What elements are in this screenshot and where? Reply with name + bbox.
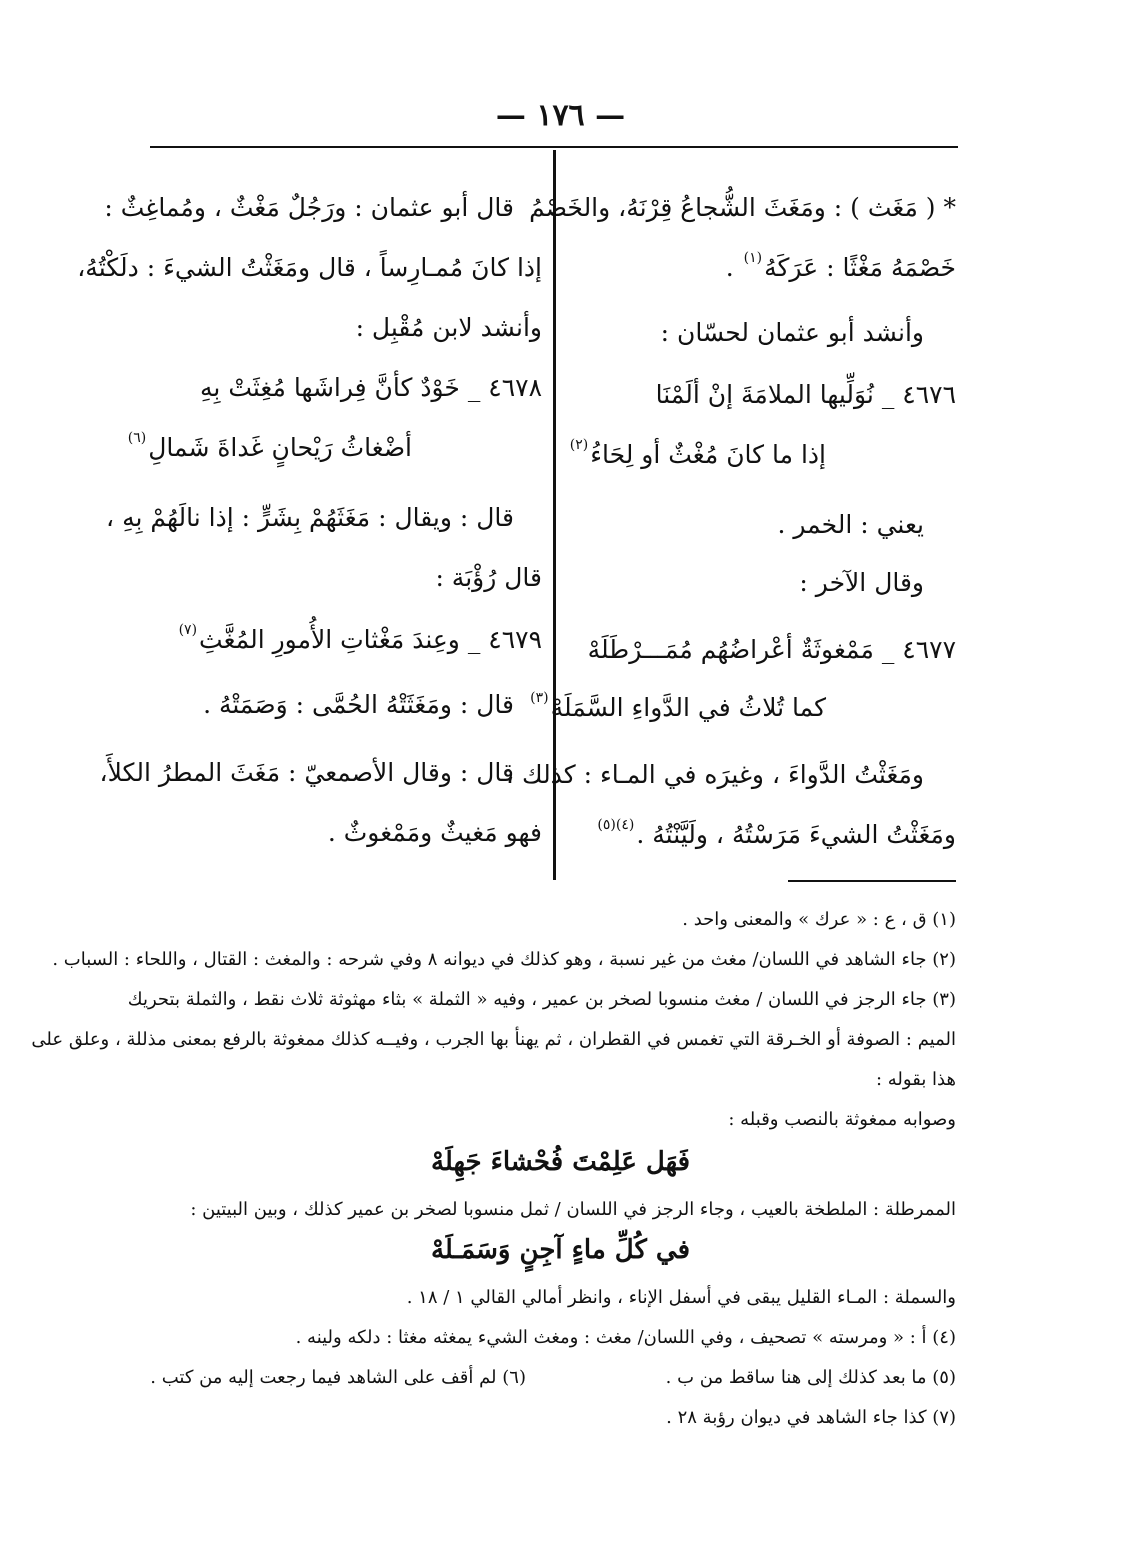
footnote-marker: (٢) xyxy=(569,437,589,453)
footnote: (٤) أ : « ومرسته » تصحيف ، وفي اللسان/ مغث : ومغث الشيء يمغثه مغثا : دلكه ولينه . xyxy=(295,1327,956,1348)
footnote: (٣) جاء الرجز في اللسان / مغث منسوبا لصخر بن عمير ، وفيه « الثملة » بثاء مهثوثة ثلاث نقط ، والثملة بتحريك xyxy=(127,989,956,1010)
footnote: (٦) لم أقف على الشاهد فيما رجعت إليه من كتب . xyxy=(150,1367,526,1388)
right-line: * ( مَغَث ) : ومَغَثَ الشُّجاعُ قِرْنَهُ، والخَصْمُ xyxy=(529,193,956,222)
footnote: (٢) جاء الشاهد في اللسان/ مغث من غير نسبة ، وهو كذلك في ديوانه ٨ وفي شرحه : والمغث : القتال ، واللحاء : السباب . xyxy=(52,949,956,970)
footnote-marker: (٧) xyxy=(178,622,198,638)
left-line: وأنشد لابن مُقْبِل : xyxy=(355,313,542,342)
left-line: قال أبو عثمان : ورَجُلٌ مَغْثٌ ، ومُماغِثٌ : xyxy=(104,193,514,222)
footnote-verse: فَهَل عَلِمْتَ فُحْشاءَ جَهِلَهْ xyxy=(430,1147,691,1177)
left-line: قال : ويقال : مَغَثَهُمْ بِشَرٍّ : إذا نالَهُمْ بِهِ ، xyxy=(106,503,514,532)
verse-line: ٤٦٧٩ _ وعِندَ مَغْثاتِ الأُمورِ المُغَّثِ$^{(٧)}$ xyxy=(178,622,542,654)
page-number: — ١٧٦ — xyxy=(495,98,626,133)
right-line: خَصْمَهُ مَغْثًا : عَرَكَهُ$^{(١)}$ . xyxy=(725,250,956,282)
footnote: (١) ق ، ع : « عرك » والمعنى واحد . xyxy=(682,909,956,930)
footnote: والسملة : المـاء القليل يبقى في أسفل الإناء ، وانظر أمالي القالي ١ / ١٨ . xyxy=(406,1287,956,1308)
right-line: ومَغَثْتُ الشيءَ مَرَسْتُهُ ، ولَيَّنْتُهُ .$^{(٤)(٥)}$ xyxy=(597,817,956,849)
footnote-marker: (٦) xyxy=(127,430,147,446)
verse-line: أضْغاثُ رَيْحانٍ غَداةَ شَمالِ$^{(٦)}$ xyxy=(127,430,412,462)
footnote-verse: في كُلِّ ماءٍ آجِنٍ وَسَمَـلَهْ xyxy=(430,1235,691,1265)
footnote: (٧) كذا جاء الشاهد في ديوان رؤبة ٢٨ . xyxy=(666,1407,956,1428)
verse-line: كما تُلاثُ في الدَّواءِ السَّمَلَهْ$^{(٣)}$ xyxy=(530,690,826,722)
right-line: وقال الآخر : xyxy=(799,568,924,597)
footnote: هذا بقوله : xyxy=(876,1069,956,1090)
footnote: وصوابه ممغوثة بالنصب وقبله : xyxy=(728,1109,956,1130)
verse-line: ٤٦٧٧ _ مَمْغوثَةٌ أعْراضُهُم مُمَـــرْطَلَهْ xyxy=(587,635,956,664)
footnote-marker: (٤)(٥) xyxy=(597,817,635,833)
footnote: الممرطلة : الملطخة بالعيب ، وجاء الرجز في اللسان / ثمل منسوبا لصخر بن عمير كذلك ، وبين البيتين : xyxy=(190,1199,956,1220)
right-line: يعني : الخمر . xyxy=(777,510,924,539)
verse-line: ٤٦٧٨ _ خَوْدٌ كأنَّ فِراشَها مُغِثَتْ بِهِ xyxy=(200,373,542,402)
left-line: إذا كانَ مُمـارِساً ، قال ومَغَثْتُ الشيءَ : دلَكْتُهُ، xyxy=(77,253,542,282)
left-line: قال رُؤْبَة : xyxy=(435,563,542,592)
verse-line: ٤٦٧٦ _ نُوَلِّيها الملامَةَ إنْ ألَمْنَا xyxy=(655,380,956,409)
right-line: ومَغَثْتُ الدَّواءَ ، وغيرَه في المـاء : كذلك ، xyxy=(505,760,924,789)
right-line: وأنشد أبو عثمان لحسّان : xyxy=(660,318,924,347)
verse-line: إذا ما كانَ مُغْثٌ أو لِحَاءُ$^{(٢)}$ xyxy=(569,437,826,469)
header-rule xyxy=(150,146,958,148)
footnote-marker: (٣) xyxy=(530,690,549,706)
left-line: قال : ومَغَثَتْهُ الحُمَّى : وَصَمَتْهُ . xyxy=(203,690,514,719)
footnote: (٥) ما بعد كذلك إلى هنا ساقط من ب . xyxy=(665,1367,956,1388)
left-line: فهو مَغيثٌ ومَمْغوثٌ . xyxy=(327,818,542,847)
footnotes-rule xyxy=(788,880,956,882)
left-line: قال : وقال الأصمعيّ : مَغَثَ المطرُ الكلأَ، xyxy=(99,758,514,787)
footnote-marker: (١) xyxy=(743,250,763,266)
footnote: الميم : الصوفة أو الخـرقة التي تغمس في القطران ، ثم يهنأ بها الجرب ، وفيــه كذلك ممغوثة بالرفع بمعنى مذللة ، وعلق على xyxy=(31,1029,956,1050)
